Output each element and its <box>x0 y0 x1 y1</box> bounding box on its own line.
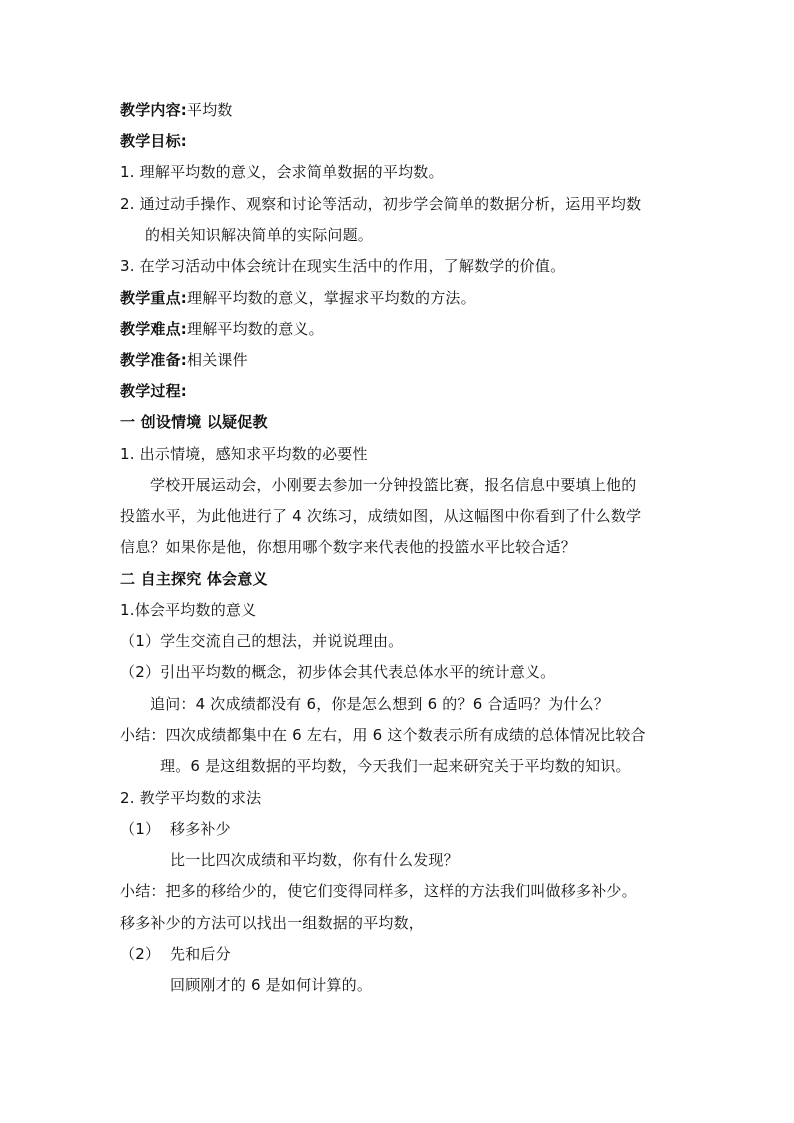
summary-2-line-2: 移多补少的方法可以找出一组数据的平均数， <box>120 914 425 932</box>
difficulty-value: 理解平均数的意义。 <box>187 320 324 338</box>
difficulty-line <box>120 319 324 339</box>
section-2-heading: 二 自主探究 体会意义 <box>120 570 268 588</box>
section-2-sub-2: （2）引出平均数的概念，初步体会其代表总体水平的统计意义。 <box>120 663 556 681</box>
section-2-item-1: 1.体会平均数的意义 <box>120 601 257 619</box>
section-2-sub-1: （1）学生交流自己的想法，并说说理由。 <box>120 632 404 650</box>
focus-value: 理解平均数的意义，掌握求平均数的方法。 <box>187 289 476 307</box>
section-1-paragraph-line-3: 信息？如果你是他，你想用哪个数字来代表他的投篮水平比较合适？ <box>120 538 577 556</box>
preparation-value: 相关课件 <box>187 351 248 369</box>
preparation-line <box>120 350 248 370</box>
preparation-label: 教学准备: <box>120 351 187 369</box>
summary-1-line-1: 小结：四次成绩都集中在 6 左右，用 6 这个数表示所有成绩的总体情况比较合 <box>120 726 646 744</box>
objective-2-line-1: 2. 通过动手操作、观察和讨论等活动，初步学会简单的数据分析，运用平均数 <box>120 195 642 213</box>
section-1-item-1: 1. 出示情境，感知求平均数的必要性 <box>120 445 368 463</box>
objectives-heading: 教学目标: <box>120 132 187 150</box>
focus-label: 教学重点: <box>120 289 187 307</box>
difficulty-label: 教学难点: <box>120 320 187 338</box>
content-value: 平均数 <box>187 101 233 119</box>
method-2-number: （2） <box>120 945 161 963</box>
summary-1-line-2: 理。6 是这组数据的平均数，今天我们一起来研究关于平均数的知识。 <box>160 757 631 775</box>
review-text: 回顾刚才的 6 是如何计算的。 <box>170 976 373 994</box>
method-1-number: （1） <box>120 820 161 838</box>
section-1-heading: 一 创设情境 以疑促教 <box>120 413 268 431</box>
compare-question: 比一比四次成绩和平均数，你有什么发现？ <box>170 851 459 869</box>
process-heading: 教学过程: <box>120 382 187 400</box>
objective-3: 3. 在学习活动中体会统计在现实生活中的作用，了解数学的价值。 <box>120 257 566 275</box>
content-label: 教学内容: <box>120 101 187 119</box>
section-2-item-2: 2. 教学平均数的求法 <box>120 789 262 807</box>
objective-1: 1. 理解平均数的意义，会求简单数据的平均数。 <box>120 163 444 181</box>
method-1-name: 移多补少 <box>170 820 231 838</box>
summary-2-line-1: 小结：把多的移给少的，使它们变得同样多，这样的方法我们叫做移多补少。 <box>120 882 637 900</box>
follow-up-question: 追问：4 次成绩都没有 6，你是怎么想到 6 的？6 合适吗？为什么？ <box>150 695 610 713</box>
section-1-paragraph-line-1: 学校开展运动会，小刚要去参加一分钟投篮比赛，报名信息中要填上他的 <box>150 476 637 494</box>
section-1-paragraph-line-2: 投篮水平，为此他进行了 4 次练习，成绩如图，从这幅图中你看到了什么数学 <box>120 507 642 525</box>
method-2-name: 先和后分 <box>170 945 231 963</box>
focus-line <box>120 288 476 308</box>
content-line <box>120 100 233 120</box>
objective-2-line-2: 的相关知识解决简单的实际问题。 <box>145 226 374 244</box>
